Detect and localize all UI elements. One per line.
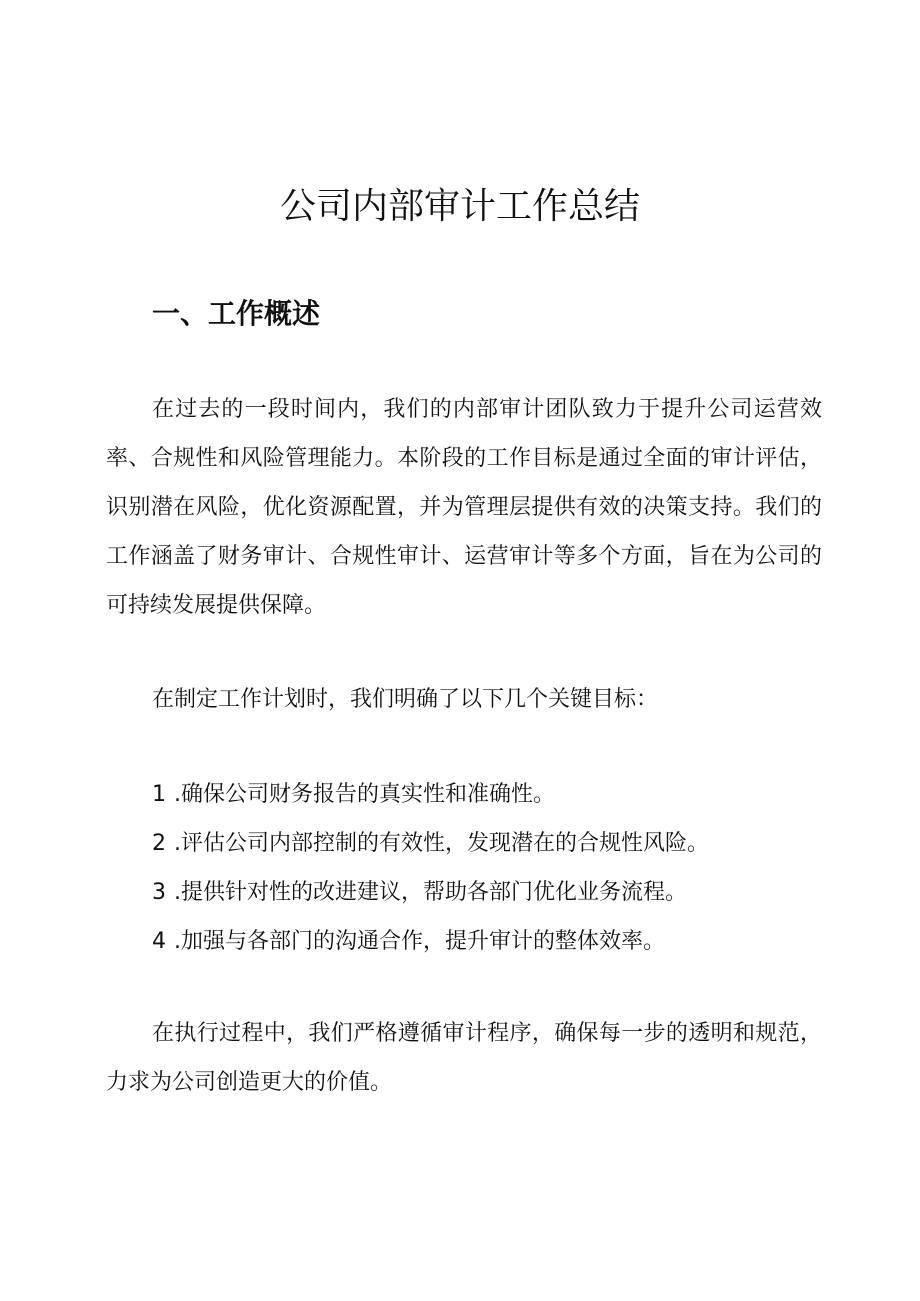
goal-list	[152, 770, 709, 966]
list-item	[152, 917, 709, 966]
list-item-text: .提供针对性的改进建议，帮助各部门优化业务流程。	[174, 880, 687, 905]
paragraph-overview: 在过去的一段时间内，我们的内部审计团队致力于提升公司运营效率、合规性和风险管理能力。本阶段的工作目标是通过全面的审计评估，识别潜在风险，优化资源配置，并为管理层提供有效的决策支持。我们的工作涵盖了财务审计、合规性审计、运营审计等多个方面，旨在为公司的可持续发展提供保障。	[106, 397, 822, 618]
list-item	[152, 868, 709, 917]
list-item-text: .加强与各部门的沟通合作，提升审计的整体效率。	[174, 929, 665, 954]
list-item	[152, 819, 709, 868]
list-item	[152, 770, 709, 819]
list-item-number: 2	[152, 831, 166, 856]
paragraph-execution: 在执行过程中，我们严格遵循审计程序，确保每一步的透明和规范，力求为公司创造更大的价值。	[106, 1021, 822, 1095]
list-item-number: 4	[152, 929, 166, 954]
section-heading: 一、工作概述	[152, 297, 321, 330]
list-item-text: .确保公司财务报告的真实性和准确性。	[174, 782, 555, 807]
page-title: 公司内部审计工作总结	[279, 186, 640, 227]
paragraph-plan-intro: 在制定工作计划时，我们明确了以下几个关键目标：	[152, 687, 659, 712]
list-item-number: 1	[152, 782, 166, 807]
list-item-number: 3	[152, 880, 166, 905]
list-item-text: .评估公司内部控制的有效性，发现潜在的合规性风险。	[174, 831, 709, 856]
